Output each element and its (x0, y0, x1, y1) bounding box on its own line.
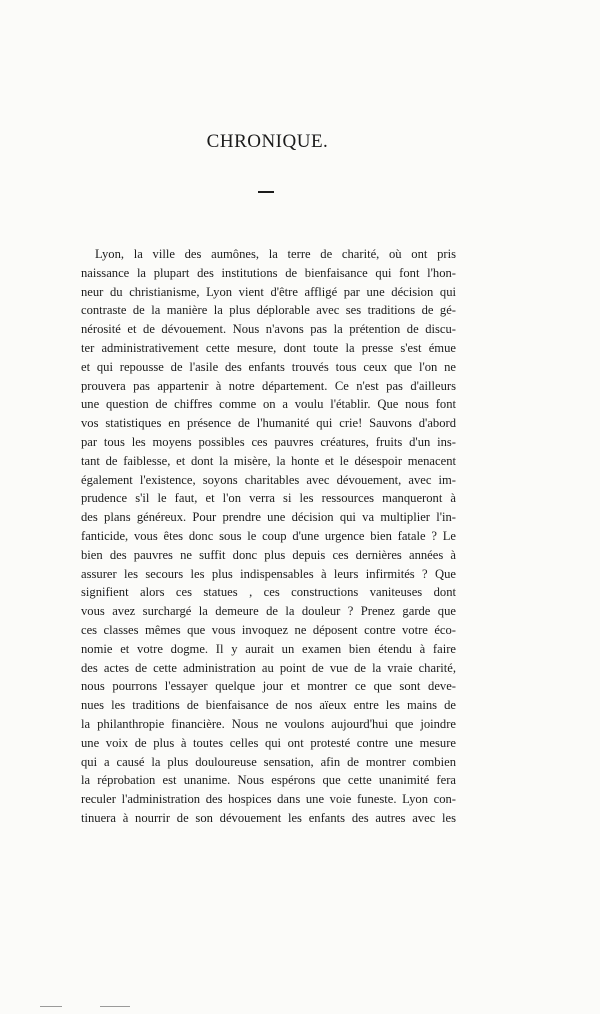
text-line: assurer les secours les plus indispensables à leurs infirmités ? Que (81, 566, 456, 581)
text-line: signifient alors ces statues , ces constructions vaniteuses dont (81, 585, 456, 600)
text-line: nomie et votre dogme. Il y aurait un examen bien étendu à faire (81, 641, 456, 656)
article-body (81, 245, 456, 828)
text-line: ter administrativement cette mesure, dont toute la presse s'est émue (81, 340, 456, 355)
text-line: la philanthropie financière. Nous ne voulons aujourd'hui que joindre (81, 716, 456, 731)
text-line: prudence s'il le faut, et l'on verra si les ressources manqueront à (81, 491, 456, 506)
text-line: bien des pauvres ne suffit donc plus depuis ces dernières années à (81, 547, 456, 562)
text-line: des plans généreux. Pour prendre une décision qui va multiplier l'in- (81, 510, 456, 525)
text-line: prouvera pas appartenir à notre département. Ce n'est pas d'ailleurs (81, 378, 456, 393)
text-line: naissance la plupart des institutions de bienfaisance qui font l'hon- (81, 265, 456, 280)
text-line: ces classes mêmes que vous invoquez ne déposent contre votre éco- (81, 622, 456, 637)
text-line: nérosité et de dévouement. Nous n'avons pas la prétention de discu- (81, 322, 456, 337)
text-line: tant de faiblesse, et dont la misère, la honte et le désespoir menacent (81, 453, 456, 468)
title-separator-rule (258, 191, 274, 193)
text-line: neur du christianisme, Lyon vient d'être affligé par une décision qui (81, 284, 456, 299)
text-line: des actes de cette administration au point de vue de la vraie charité, (81, 660, 456, 675)
text-line: vous avez surchargé la demeure de la douleur ? Prenez garde que (81, 604, 456, 619)
text-line: qui a causé la plus douloureuse sensation, afin de montrer combien (81, 754, 456, 769)
text-line: une voix de plus à toutes celles qui ont protesté contre une mesure (81, 735, 456, 750)
text-line: par tous les moyens possibles ces pauvres créatures, fruits d'un ins- (81, 434, 456, 449)
text-line: la réprobation est unanime. Nous espérons que cette unanimité fera (81, 773, 456, 788)
text-line: Lyon, la ville des aumônes, la terre de charité, où ont pris (95, 247, 456, 261)
text-line: contraste de la manière la plus déplorable avec ses traditions de gé- (81, 303, 456, 318)
text-line: fanticide, vous êtes donc sous le coup d'une urgence bien fatale ? Le (81, 528, 456, 543)
text-line: nues les traditions de bienfaisance de nos aïeux entre les mains de (81, 698, 456, 713)
text-line: également l'existence, soyons charitables avec dévouement, avec im- (81, 472, 456, 487)
text-line: une question de chiffres comme on a voulu l'établir. Que nous font (81, 397, 456, 412)
page-title: CHRONIQUE. (206, 131, 329, 152)
page-edge-marks (40, 1006, 160, 1008)
text-line: et qui repousse de l'asile des enfants trouvés tous ceux que l'on ne (81, 359, 456, 374)
text-line: reculer l'administration des hospices dans une voie funeste. Lyon con- (81, 792, 456, 807)
text-line: vos statistiques en présence de l'humanité qui crie! Sauvons d'abord (81, 416, 456, 431)
text-line: nous pourrons l'essayer quelque jour et montrer ce que sont deve- (81, 679, 456, 694)
text-line: tinuera à nourrir de son dévouement les enfants des autres avec les (81, 810, 456, 825)
